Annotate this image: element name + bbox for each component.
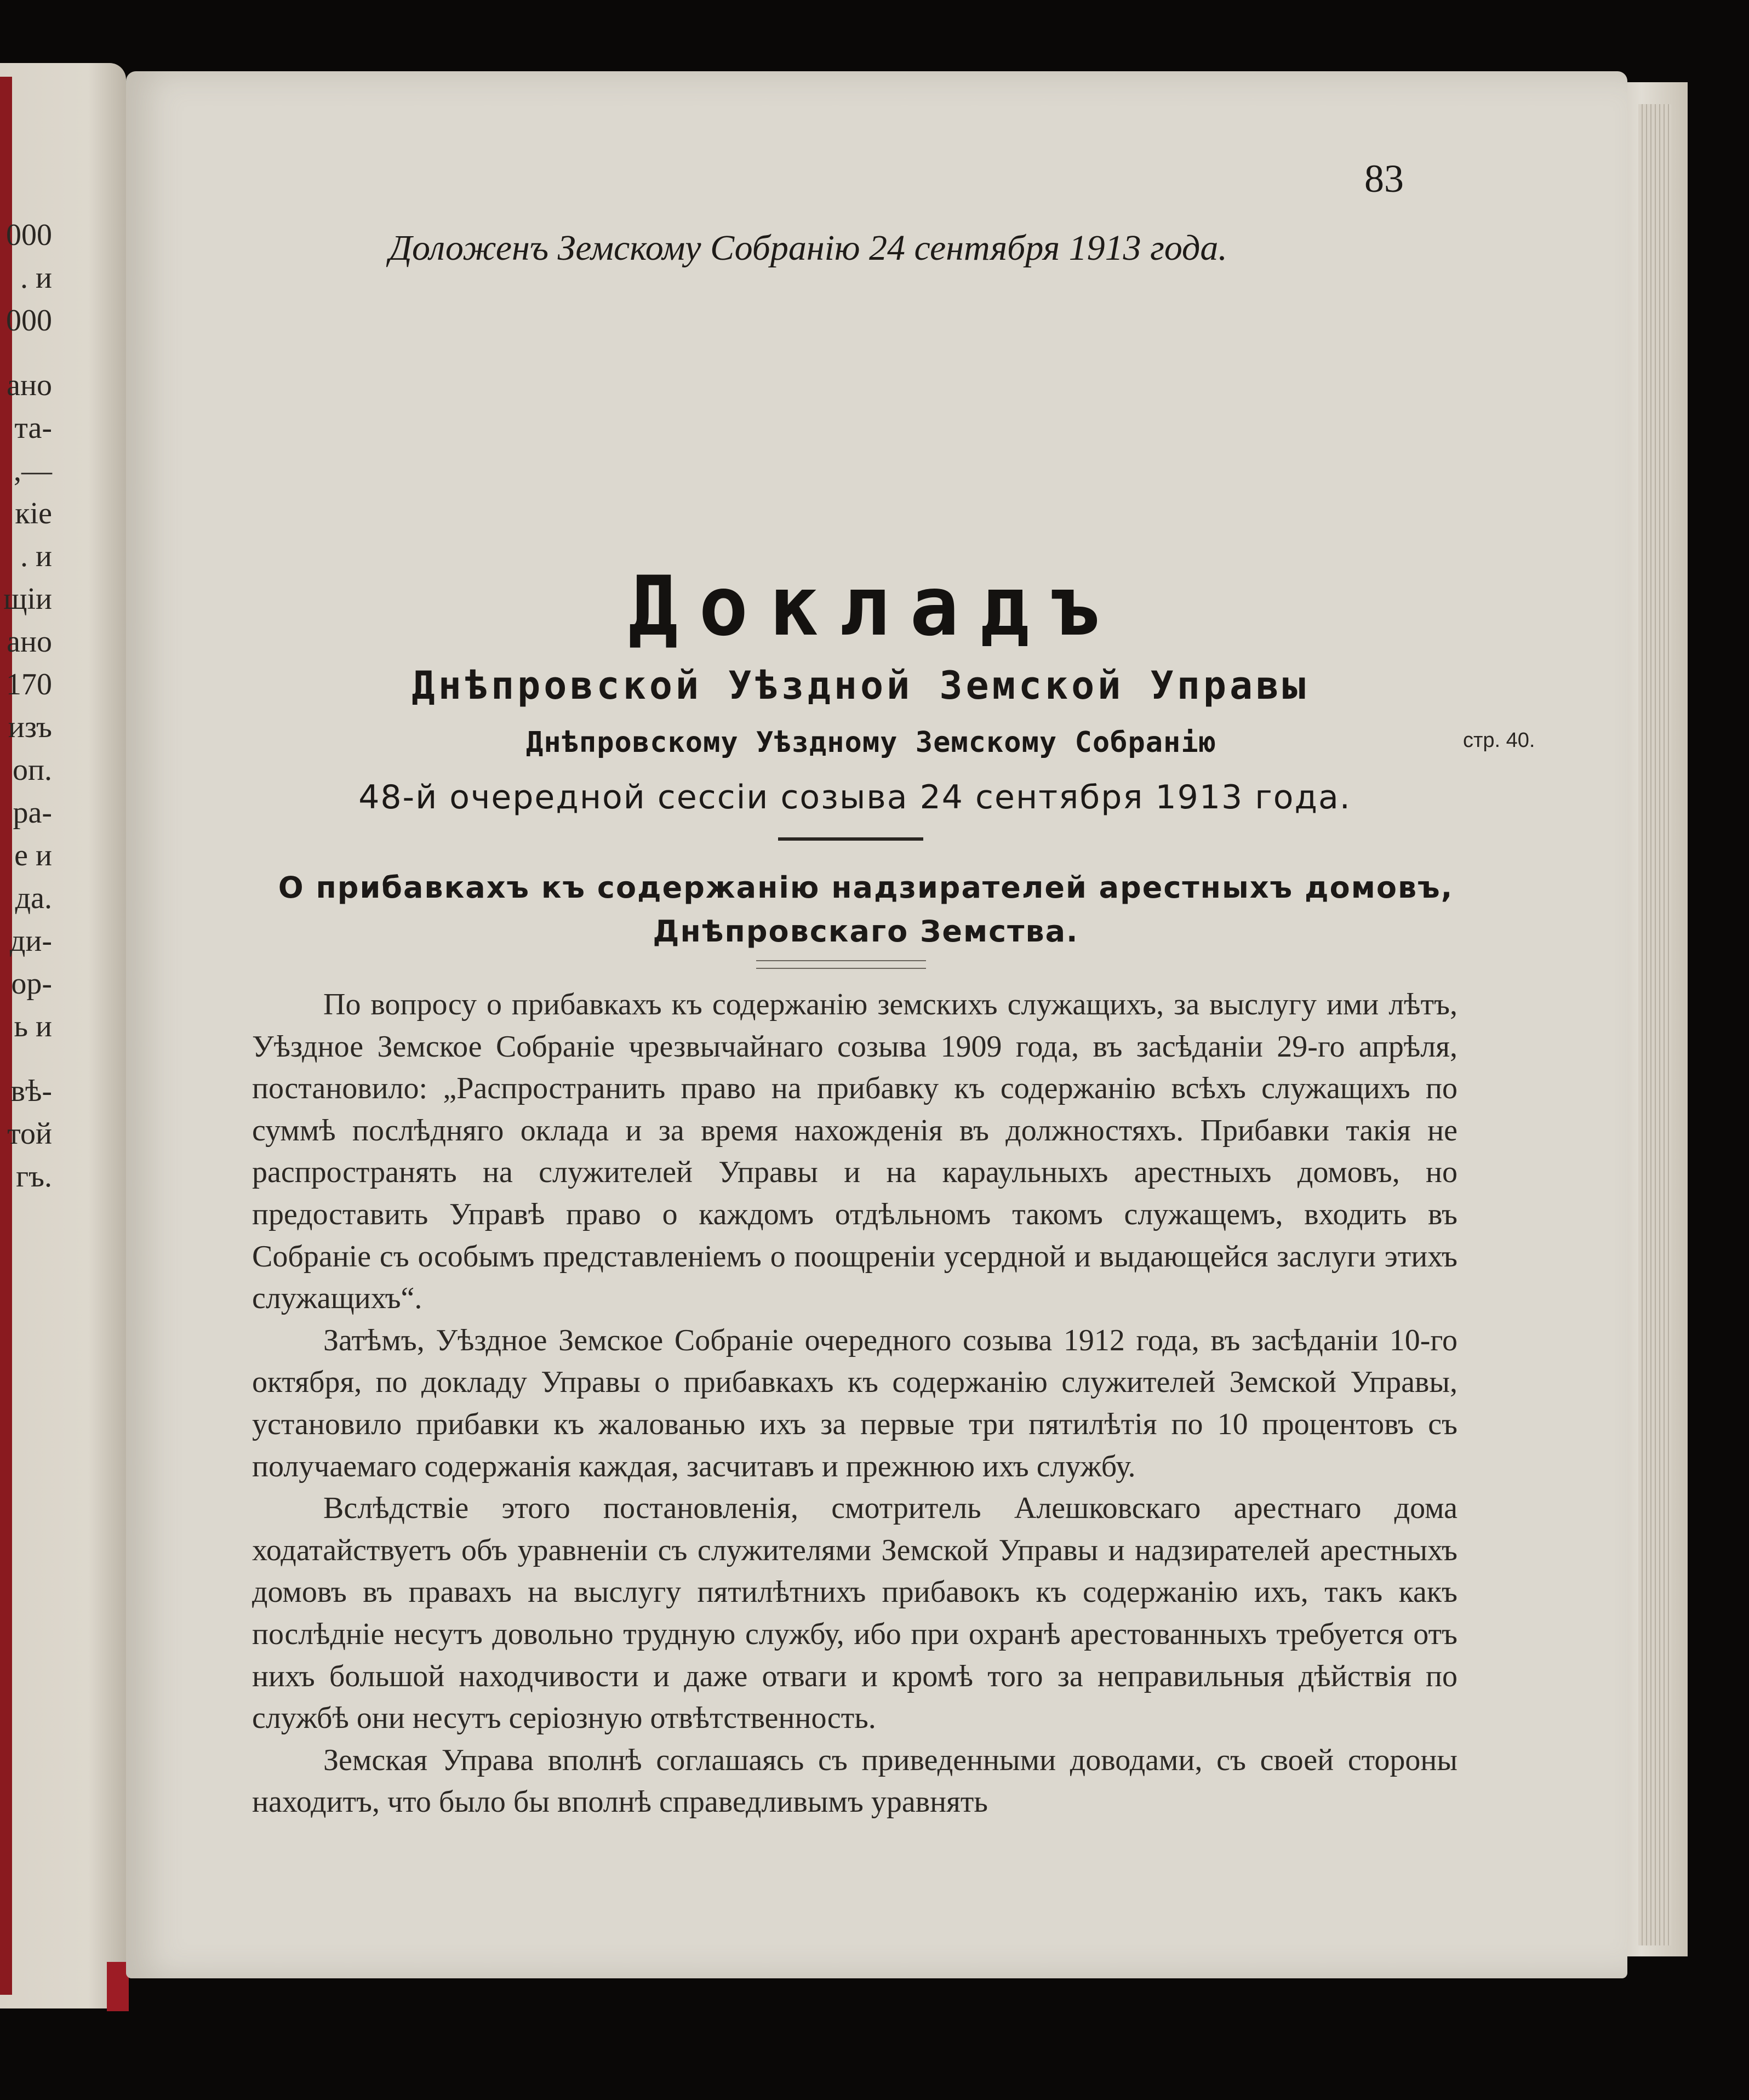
paragraph: Земская Управа вполнѣ соглашаясь съ приведенными доводами, съ своей стороны находитъ, что было бы вполнѣ справедливымъ уравнять xyxy=(252,1743,1458,1819)
previous-page-line: ано xyxy=(7,625,52,659)
previous-page-line: 000 xyxy=(6,304,52,338)
double-divider-rule xyxy=(756,960,926,969)
subtitle-authority: Днѣпровской Уѣздной Земской Управы xyxy=(411,663,1309,708)
previous-page-line: ор- xyxy=(11,967,52,1001)
previous-page-line: ра- xyxy=(13,796,52,830)
margin-reference: стр. 40. xyxy=(1463,729,1535,752)
previous-page-line: 170 xyxy=(6,667,52,701)
previous-page-line: гъ. xyxy=(16,1160,52,1194)
previous-page-line: . и xyxy=(20,261,52,295)
previous-page-line: да. xyxy=(15,881,52,915)
previous-page-line: щіи xyxy=(3,582,52,616)
divider-rule xyxy=(778,837,923,841)
previous-page-line: ано xyxy=(7,368,52,402)
previous-page-line: оп. xyxy=(13,753,52,787)
presented-note: Доложенъ Земскому Собранію 24 сентября 1913 года. xyxy=(389,228,1227,268)
previous-page-line: ,— xyxy=(14,454,52,488)
body-text xyxy=(252,984,1458,1823)
previous-page-line xyxy=(0,1048,123,1070)
page-stack-lines xyxy=(1638,104,1671,1945)
previous-page-line: та- xyxy=(14,411,52,445)
previous-page-line: той xyxy=(7,1117,52,1151)
bookmark-ribbon xyxy=(107,1962,129,2011)
previous-page-line: изъ xyxy=(8,710,52,744)
paragraph: Затѣмъ, Уѣздное Земское Собраніе очередного созыва 1912 года, въ засѣданіи 10-го октября, по докладу Управы о прибавкахъ къ содержанію служителей Земской Управы, установило прибавки къ жалованью ихъ за первые три пятилѣтія по 10 процентовъ съ получаемаго содержанія каждая, засчитавъ и прежнюю ихъ службу. xyxy=(252,1323,1458,1483)
topic-heading: О прибавкахъ къ содержанію надзирателей арестныхъ домовъ, Днѣпровскаго Земства. xyxy=(278,870,1454,949)
document-title: Докладъ xyxy=(628,559,1121,654)
paragraph: По вопросу о прибавкахъ къ содержанію земскихъ служащихъ, за выслугу ими лѣтъ, Уѣздное Земское Собраніе чрезвычайнаго созыва 1909 года, въ засѣданіи 29-го апрѣля, постановило: „Распространить право на прибавку къ содержанію всѣхъ служащихъ по суммѣ послѣдняго оклада и за время нахожденія въ должностяхъ. Прибавки такія не распространять на служителей Управы и на караульныхъ арестныхъ домовъ, но предоставить Управѣ право о каждомъ отдѣльномъ такомъ служащемъ, входить въ Собраніе съ особымъ представленіемъ о поощреніи усердной и выдающейся заслуги этихъ служащихъ“. xyxy=(252,988,1458,1316)
page-number: 83 xyxy=(1364,157,1404,201)
previous-page-line xyxy=(0,342,123,364)
paragraph: Вслѣдствіе этого постановленія, смотритель Алешковскаго арестнаго дома ходатайствуетъ объ уравненіи съ служителями Земской Управы и надзирателей арестныхъ домовъ въ правахъ на выслугу пятилѣтнихъ прибавокъ къ содержанію ихъ, такъ какъ послѣдніе несутъ довольно трудную службу, ибо при охранѣ арестованныхъ требуется отъ нихъ большой находчивости и даже отваги и кромѣ того за неправильныя дѣйствія по службѣ они несутъ серіозную отвѣтственность. xyxy=(252,1491,1458,1736)
previous-page-line: ь и xyxy=(14,1009,52,1043)
previous-page-line: вѣ- xyxy=(10,1074,52,1108)
previous-page-line: кіе xyxy=(15,497,52,530)
previous-page-line: е и xyxy=(14,838,52,872)
previous-page-line: . и xyxy=(20,539,52,573)
previous-page-line: 000 xyxy=(6,218,52,252)
previous-page-text xyxy=(0,214,123,1198)
subtitle-recipient: Днѣпровскому Уѣздному Земскому Собранію xyxy=(526,726,1216,759)
session-line: 48-й очередной сессіи созыва 24 сентября 1913 года. xyxy=(358,778,1351,817)
previous-page-line: ди- xyxy=(9,924,52,958)
